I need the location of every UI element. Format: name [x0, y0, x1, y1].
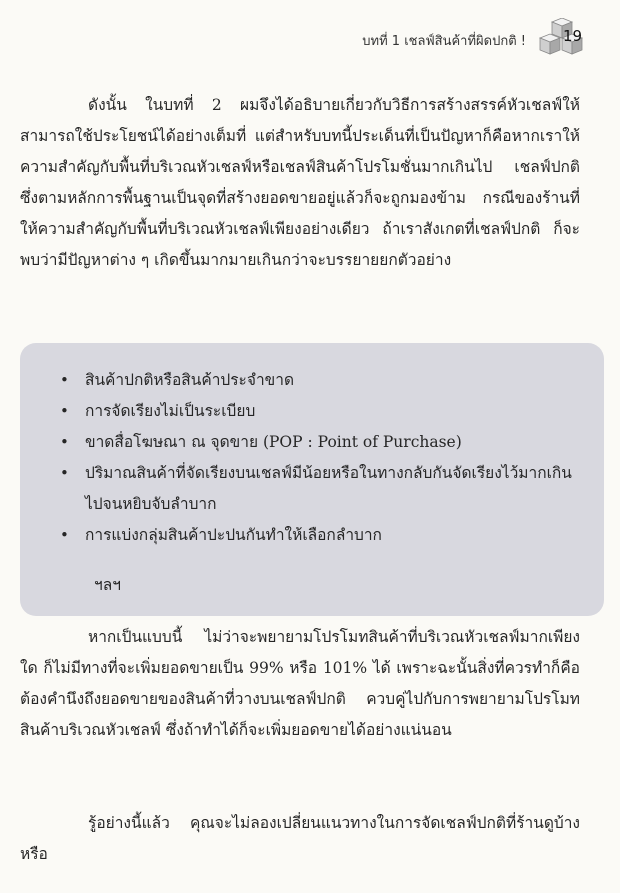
list-item-text: สินค้าปกติหรือสินค้าประจำขาด: [85, 371, 295, 389]
bullet-icon: •: [60, 464, 69, 482]
list-item: [20, 365, 584, 396]
bullet-icon: •: [60, 433, 69, 451]
list-item: [20, 396, 584, 427]
list-item-text: การจัดเรียงไม่เป็นระเบียบ: [85, 402, 256, 420]
paragraph-intro-text: ดังนั้น ในบทที่ 2 ผมจึงได้อธิบายเกี่ยวกับวิธีการสร้างสรรค์หัวเชลฟ์ให้สามารถใช้ประโยชน์ได้อย่างเต็มที่ แต่สำหรับบทนี้ประเด็นที่เป็นปัญหาก็คือหากเราให้ความสำคัญกับพื้นที่บริเวณหัวเชลฟ์หรือเชลฟ์สินค้าโปรโมชั่นมากเกินไป เชลฟ์ปกติซึ่งตามหลักการพื้นฐานเป็นจุดที่สร้างยอดขายอยู่แล้วก็จะถูกมองข้าม กรณีของร้านที่ให้ความสำคัญกับพื้นที่บริเวณหัวเชลฟ์เพียงอย่างเดียว ถ้าเราสังเกตที่เชลฟ์ปกติ ก็จะพบว่ามีปัญหาต่าง ๆ เกิดขึ้นมากมายเกินกว่าจะบรรยายยกตัวอย่าง: [20, 96, 580, 269]
paragraph-conclusion-text: หากเป็นแบบนี้ ไม่ว่าจะพยายามโปรโมทสินค้าที่บริเวณหัวเชลฟ์มากเพียงใด ก็ไม่มีทางที่จะเพิ่มยอดขายเป็น 99% หรือ 101% ได้ เพราะฉะนั้นสิ่งที่ควรทำก็คือ ต้องคำนึงถึงยอดขายของสินค้าที่วางบนเชลฟ์ปกติ ควบคู่ไปกับการพยายามโปรโมทสินค้าบริเวณหัวเชลฟ์ ซึ่งถ้าทำได้ก็จะเพิ่มยอดขายได้อย่างแน่นอน: [20, 628, 580, 739]
page-number: 19: [563, 27, 583, 45]
list-item: [20, 427, 584, 458]
paragraph-conclusion: [20, 622, 580, 746]
list-item-text: การแบ่งกลุ่มสินค้าปะปนกันทำให้เลือกลำบาก: [85, 526, 382, 544]
etc-label: ฯลฯ: [94, 576, 121, 594]
chapter-title: บทที่ 1 เชลฟ์สินค้าที่ผิดปกติ !: [362, 33, 526, 49]
list-item-text: ขาดสื่อโฆษณา ณ จุดขาย (POP : Point of Purchase): [85, 433, 462, 451]
page-header: [362, 18, 590, 62]
bullet-icon: •: [60, 402, 69, 420]
paragraph-question: [20, 808, 580, 870]
list-item: [20, 520, 584, 551]
paragraph-question-text: รู้อย่างนี้แล้ว คุณจะไม่ลองเปลี่ยนแนวทางในการจัดเชลฟ์ปกติที่ร้านดูบ้างหรือ: [20, 814, 580, 863]
paragraph-intro: [20, 90, 580, 276]
list-item: [20, 458, 584, 520]
bullet-icon: •: [60, 371, 69, 389]
bullet-icon: •: [60, 526, 69, 544]
problem-list: [20, 343, 604, 551]
problem-list-box: [20, 343, 604, 616]
page-number-badge: [536, 18, 590, 62]
list-item-text: ปริมาณสินค้าที่จัดเรียงบนเชลฟ์มีน้อยหรือในทางกลับกันจัดเรียงไว้มากเกินไปจนหยิบจับลำบาก: [85, 464, 572, 513]
